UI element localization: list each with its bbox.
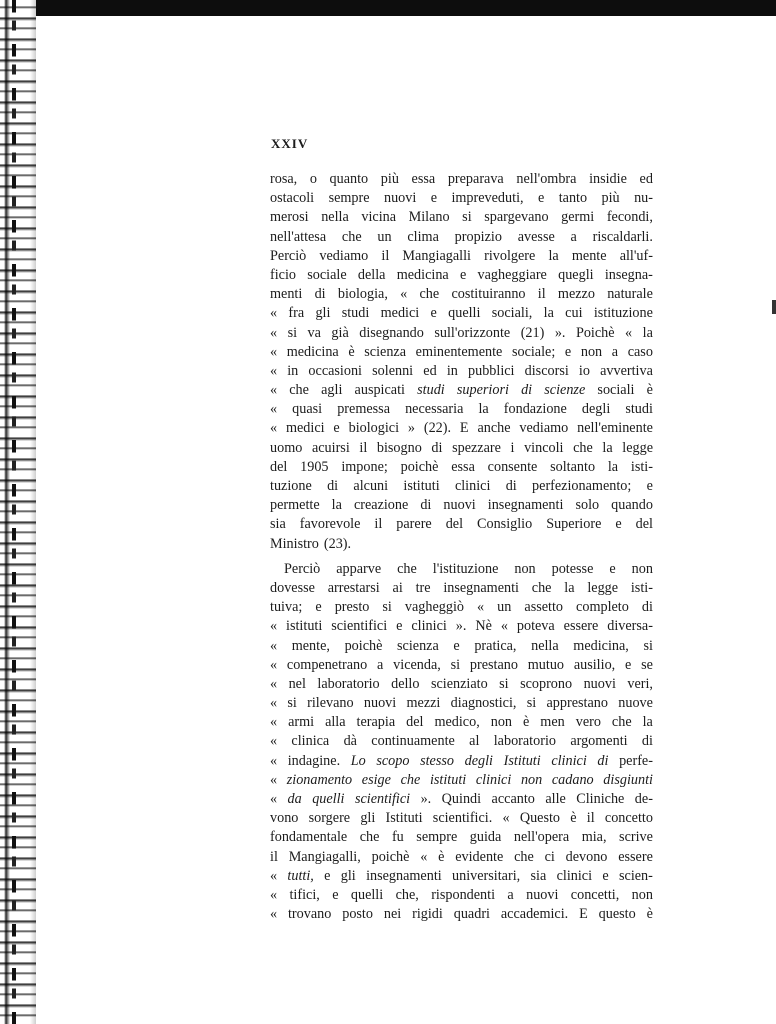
text-line: uomo acuirsi il bisogno di spezzare i vincoli che la legge xyxy=(270,439,653,456)
text-line: vono sorgere gli Istituti scientifici. « Questo è il concetto xyxy=(270,810,653,827)
text-line: « medicina è scienza eminentemente sociale; e non a caso xyxy=(270,343,653,360)
text-line: merosi nella vicina Milano si spargevano germi fecondi, xyxy=(270,209,653,226)
text-line: tuiva; e presto si vagheggiò « un assetto completo di xyxy=(270,599,653,616)
text-line: « che agli auspicati studi superiori di scienze sociali è xyxy=(270,382,653,399)
scan-binding-edge xyxy=(0,0,36,1024)
text-line: tuzione di alcuni istituti clinici di perfezionamento; e xyxy=(270,478,653,494)
text-line: nell'attesa che un clima propizio avesse a riscaldarli. xyxy=(270,228,653,245)
scan-margin-mark xyxy=(772,300,776,314)
text-line: ficio sociale della medicina e vagheggiare quegli insegna- xyxy=(270,266,653,283)
text-line: « compenetrano a vicenda, si prestano mutuo ausilio, e se xyxy=(270,656,653,673)
text-line: « si rilevano nuovi mezzi diagnostici, si apprestano nuove xyxy=(270,695,653,712)
text-line: « istituti scientifici e clinici ». Nè « poteva essere diversa- xyxy=(270,618,653,635)
text-line: « in occasioni solenni ed in pubblici discorsi io avvertiva xyxy=(270,362,653,379)
text-line: « nel laboratorio dello scienziato si scoprono nuovi veri, xyxy=(270,675,653,692)
text-line: « clinica dà continuamente al laboratorio argomenti di xyxy=(270,733,653,750)
text-line: « da quelli scientifici ». Quindi accanto alle Cliniche de- xyxy=(270,791,653,807)
page-number: XXIV xyxy=(271,136,309,151)
scan-top-border xyxy=(0,0,776,16)
text-line: menti di biologia, « che costituiranno il mezzo naturale xyxy=(270,286,653,303)
text-line: « armi alla terapia del medico, non è men vero che la xyxy=(270,714,653,731)
text-line: « si va già disegnando sull'orizzonte (21) ». Poichè « la xyxy=(270,324,653,341)
text-line: sia favorevole il parere del Consiglio Superiore e del xyxy=(270,516,653,533)
text-line: permette la creazione di nuovi insegnamenti solo quando xyxy=(270,497,653,514)
body-text xyxy=(270,170,653,924)
paragraph xyxy=(270,560,653,925)
text-line: Perciò apparve che l'istituzione non potesse e non xyxy=(284,560,653,577)
text-line: « indagine. Lo scopo stesso degli Istituti clinici di perfe- xyxy=(270,752,653,769)
text-line: « medici e biologici » (22). E anche vediamo nell'eminente xyxy=(270,420,653,437)
text-line: « trovano posto nei rigidi quadri accademici. E questo è xyxy=(270,906,653,923)
text-line: ostacoli sempre nuovi e impreveduti, e tanto più nu- xyxy=(270,190,653,207)
text-line: rosa, o quanto più essa preparava nell'ombra insidie ed xyxy=(270,171,653,187)
text-line: Perciò vediamo il Mangiagalli rivolgere la mente all'uf- xyxy=(270,247,653,264)
text-line: dovesse arrestarsi ai tre insegnamenti che la legge isti- xyxy=(270,579,653,596)
text-line: fondamentale che fu sempre guida nell'opera mia, scrive xyxy=(270,829,653,846)
text-line: « fra gli studi medici e quelli sociali, la cui istituzione xyxy=(270,305,653,322)
text-line: « tutti, e gli insegnamenti universitari, sia clinici e scien- xyxy=(270,867,653,884)
text-line: « tifici, e quelli che, rispondenti a nuovi concetti, non xyxy=(270,886,653,903)
text-line: del 1905 impone; poichè essa consente soltanto la isti- xyxy=(270,458,653,475)
paragraph xyxy=(270,170,653,554)
text-line: « quasi premessa necessaria la fondazione degli studi xyxy=(270,401,653,418)
text-line: « zionamento esige che istituti clinici non cadano disgiunti xyxy=(270,771,653,788)
text-line: Ministro (23). xyxy=(270,535,352,552)
text-line: il Mangiagalli, poichè « è evidente che ci devono essere xyxy=(270,848,653,865)
text-line: « mente, poichè scienza e pratica, nella medicina, si xyxy=(270,637,653,654)
